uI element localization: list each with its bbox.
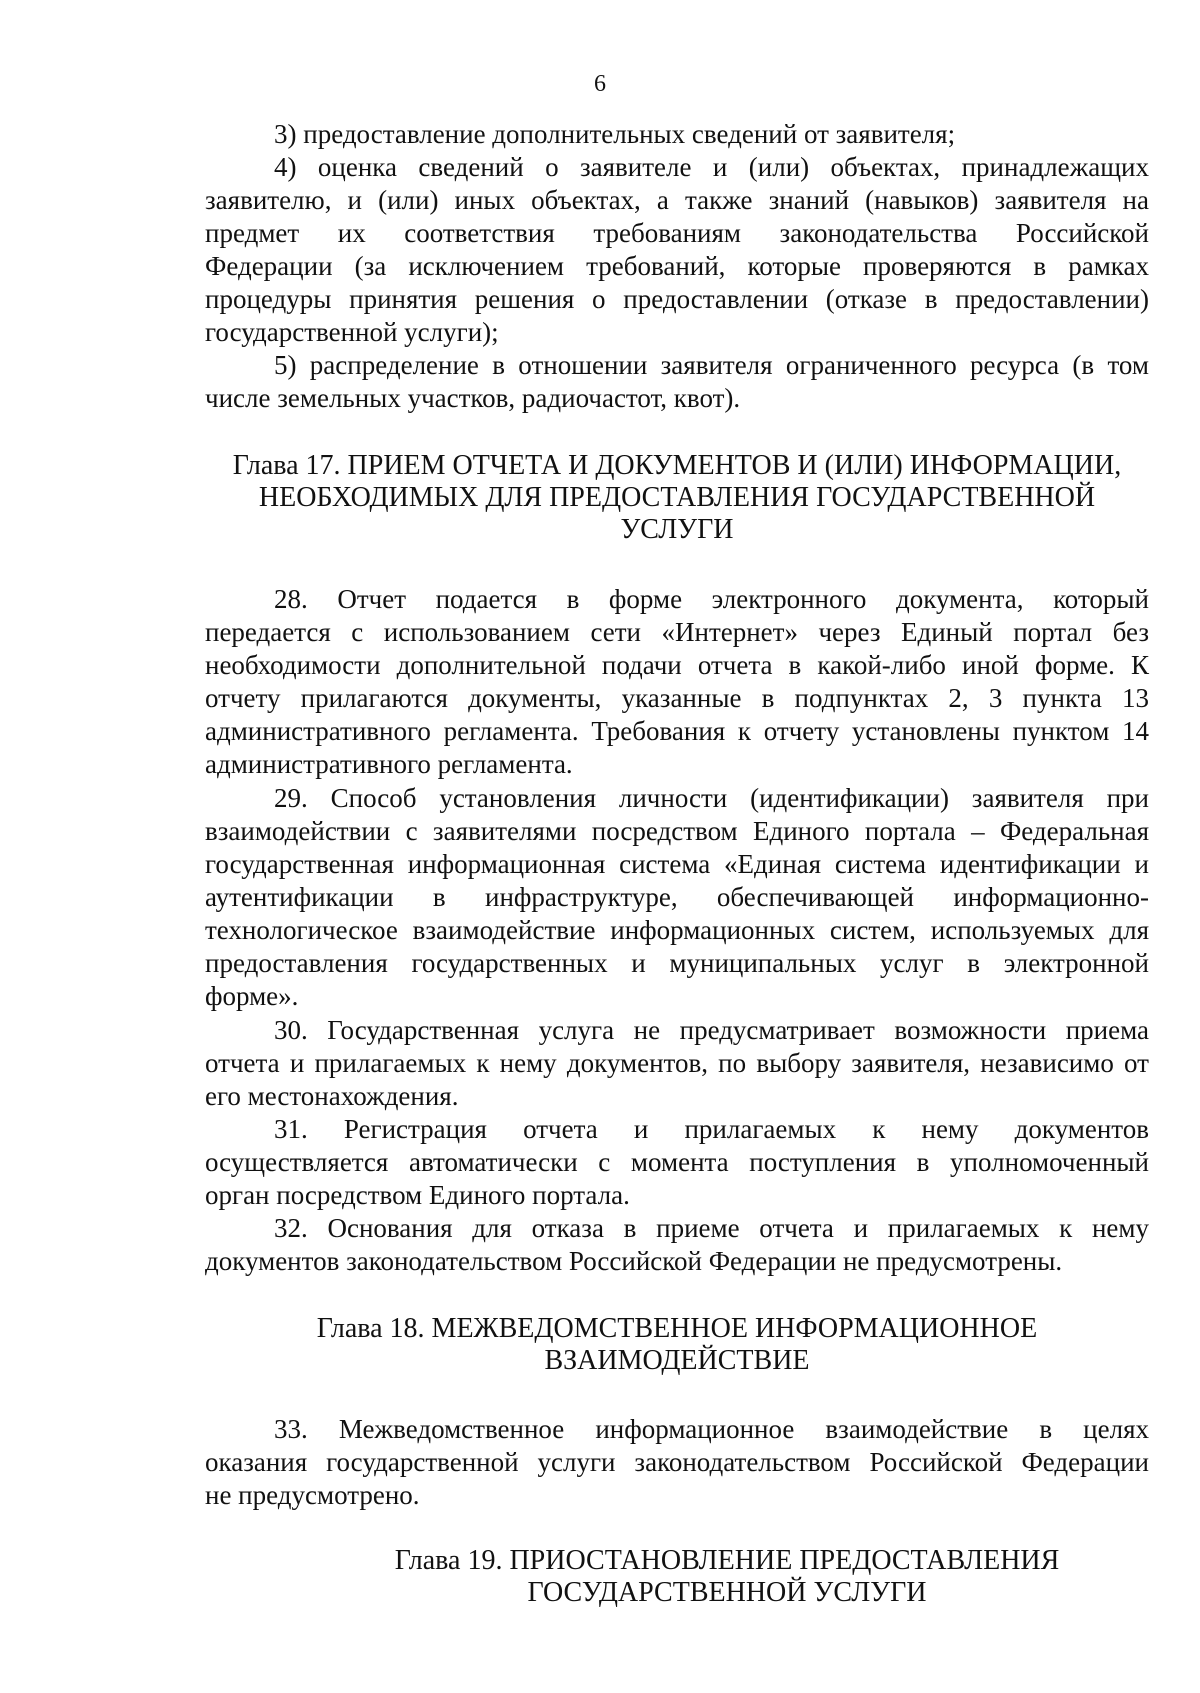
text-line: 33. Межведомственное информационное взаимодействие в целях <box>274 1414 1149 1444</box>
text-line: 30. Государственная услуга не предусматривает возможности приема <box>274 1015 1149 1045</box>
text-line: 5) распределение в отношении заявителя ограниченного ресурса (в том <box>274 350 1149 380</box>
text-line: заявителю, и (или) иных объектах, а также знаний (навыков) заявителя на <box>205 185 1149 215</box>
text-line: Федерации (за исключением требований, которые проверяются в рамках <box>205 251 1149 281</box>
text-line: 29. Способ установления личности (идентификации) заявителя при <box>274 783 1149 813</box>
heading-line: Глава 17. ПРИЕМ ОТЧЕТА И ДОКУМЕНТОВ И (ИЛИ) ИНФОРМАЦИИ, <box>232 450 1122 481</box>
heading-line: Глава 19. ПРИОСТАНОВЛЕНИЕ ПРЕДОСТАВЛЕНИЯ <box>394 1545 1060 1576</box>
chapter-17-heading <box>205 450 1149 546</box>
paragraph-31 <box>205 1113 1149 1212</box>
text-line: орган посредством Единого портала. <box>205 1180 630 1210</box>
text-line: его местонахождения. <box>205 1081 459 1111</box>
paragraph-32 <box>205 1212 1149 1278</box>
heading-line: Глава 18. МЕЖВЕДОМСТВЕННОЕ ИНФОРМАЦИОННОЕ <box>316 1313 1038 1344</box>
paragraph-30 <box>205 1014 1149 1113</box>
text-line: передается с использованием сети «Интернет» через Единый портал без <box>205 617 1149 647</box>
text-line: административного регламента. Требования к отчету установлены пунктом 14 <box>205 716 1149 746</box>
page-number: 6 <box>594 71 606 97</box>
text-line: 4) оценка сведений о заявителе и (или) объектах, принадлежащих <box>274 152 1149 182</box>
text-line: отчета и прилагаемых к нему документов, по выбору заявителя, независимо от <box>205 1048 1149 1078</box>
text-line: государственной услуги); <box>205 317 499 347</box>
text-line: процедуры принятия решения о предоставлении (отказе в предоставлении) <box>205 284 1149 314</box>
text-line: оказания государственной услуги законодательством Российской Федерации <box>205 1447 1149 1477</box>
text-line: предоставления государственных и муниципальных услуг в электронной <box>205 948 1149 978</box>
list-item-3 <box>205 118 1149 151</box>
text-line: форме». <box>205 981 299 1011</box>
text-line: 31. Регистрация отчета и прилагаемых к нему документов <box>274 1114 1149 1144</box>
list-item-4 <box>205 151 1149 349</box>
chapter-19-heading <box>255 1545 1199 1609</box>
text-line: документов законодательством Российской Федерации не предусмотрены. <box>205 1246 1063 1276</box>
list-item-5 <box>205 349 1149 415</box>
text-line: технологическое взаимодействие информационных систем, используемых для <box>205 915 1149 945</box>
paragraph-33 <box>205 1413 1149 1512</box>
heading-line: ВЗАИМОДЕЙСТВИЕ <box>544 1345 810 1376</box>
text-line: предмет их соответствия требованиям законодательства Российской <box>205 218 1149 248</box>
text-line: 3) предоставление дополнительных сведений от заявителя; <box>274 119 956 149</box>
heading-line: НЕОБХОДИМЫХ ДЛЯ ПРЕДОСТАВЛЕНИЯ ГОСУДАРСТВЕННОЙ <box>258 482 1096 513</box>
text-line: необходимости дополнительной подачи отчета в какой-либо иной форме. К <box>205 650 1149 680</box>
text-line: не предусмотрено. <box>205 1480 420 1510</box>
text-line: 28. Отчет подается в форме электронного документа, который <box>274 584 1149 614</box>
paragraph-28 <box>205 583 1149 781</box>
chapter-18-heading <box>205 1313 1149 1377</box>
text-line: аутентификации в инфраструктуре, обеспечивающей информационно- <box>205 882 1149 912</box>
text-line: государственная информационная система «Единая система идентификации и <box>205 849 1149 879</box>
text-line: отчету прилагаются документы, указанные в подпунктах 2, 3 пункта 13 <box>205 683 1149 713</box>
text-line: 32. Основания для отказа в приеме отчета и прилагаемых к нему <box>274 1213 1149 1243</box>
paragraph-29 <box>205 782 1149 1013</box>
text-line: числе земельных участков, радиочастот, квот). <box>205 383 741 413</box>
text-line: осуществляется автоматически с момента поступления в уполномоченный <box>205 1147 1149 1177</box>
text-line: взаимодействии с заявителями посредством Единого портала – Федеральная <box>205 816 1149 846</box>
heading-line: ГОСУДАРСТВЕННОЙ УСЛУГИ <box>527 1577 927 1608</box>
text-line: административного регламента. <box>205 749 573 779</box>
heading-line: УСЛУГИ <box>620 514 734 545</box>
